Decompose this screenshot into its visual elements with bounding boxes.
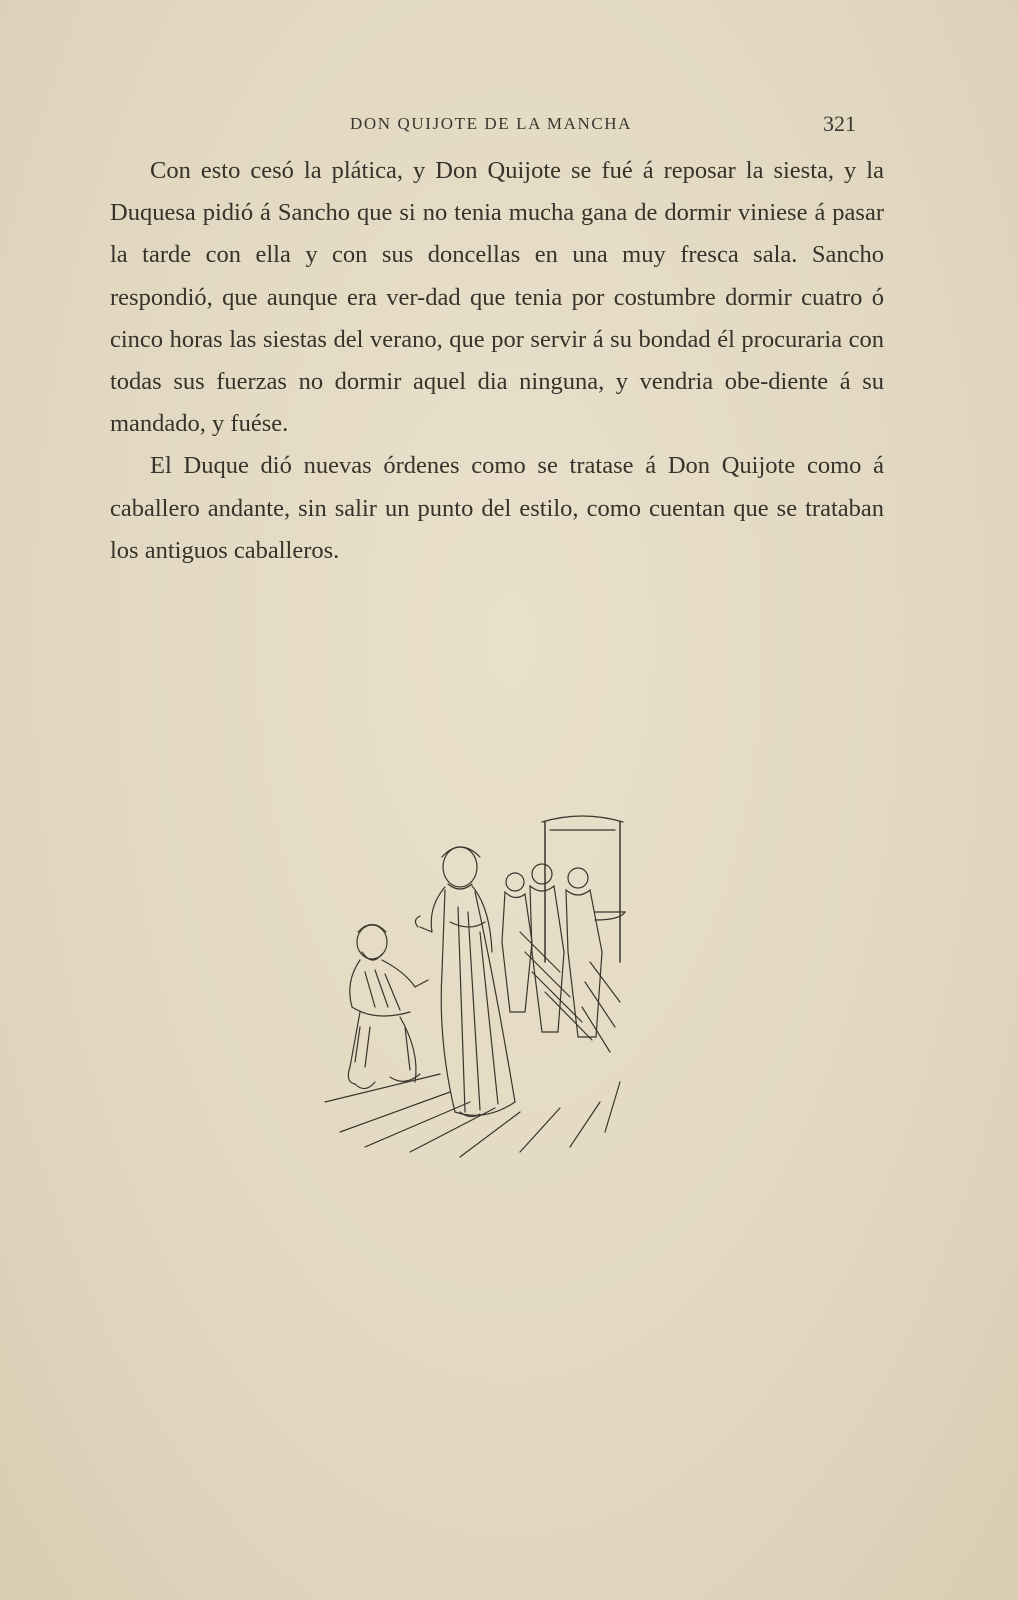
body-text <box>110 150 884 572</box>
paragraph-2: El Duque dió nuevas órdenes como se tratase á Don Quijote como á caballero andante, sin salir un punto del estilo, como cuentan que se trataban los antiguos caballeros. <box>110 452 884 564</box>
page-header <box>110 108 866 138</box>
page-number: 321 <box>823 111 856 136</box>
paragraph-1: Con esto cesó la plática, y Don Quijote se fué á reposar la siesta, y la Duquesa pidió á Sancho que si no tenia mucha gana de dormir viniese á pasar la tarde con ella y con sus doncellas en una muy fresca sala. Sancho respondió, que aunque era ver-dad que tenia por costumbre dormir cuatro ó cinco horas las siestas del verano, que por servir á su bondad él procuraria con todas sus fuerzas no dormir aquel dia ninguna, y vendria obe-diente á su mandado, y fuése. <box>110 157 884 438</box>
engraving-illustration <box>320 812 650 1172</box>
running-title: DON QUIJOTE DE LA MANCHA <box>350 114 633 133</box>
